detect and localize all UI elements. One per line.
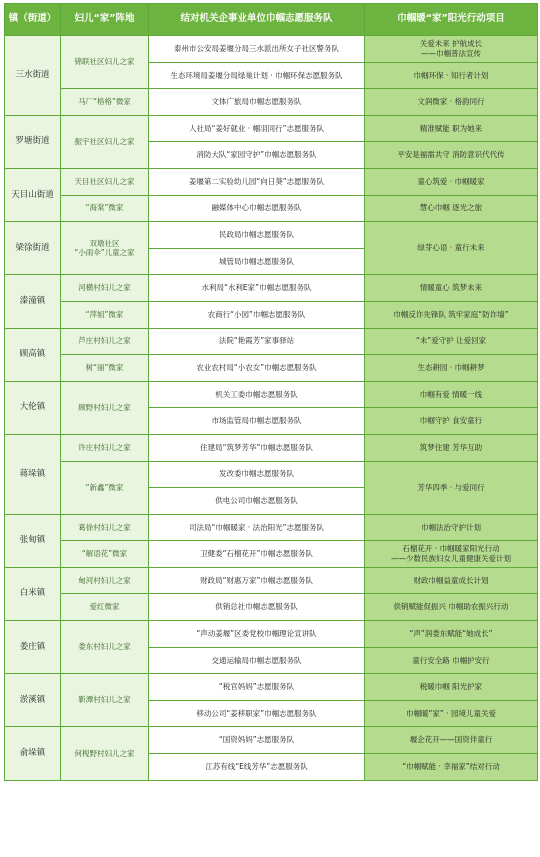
table-row xyxy=(5,541,538,568)
unit-cell: 消防大队“家园守护”巾帼志愿服务队 xyxy=(149,142,365,169)
position-cell: 振宇社区妇儿之家 xyxy=(61,115,149,168)
header-row xyxy=(5,4,538,36)
table-row xyxy=(5,594,538,621)
unit-cell: 泰州市公安局姜堰分局三水派出所女子社区警务队 xyxy=(149,36,365,63)
unit-cell: “国资妈妈”志愿服务队 xyxy=(149,727,365,754)
town-cell: 大伦镇 xyxy=(5,381,61,434)
header-town: 镇（街道） xyxy=(5,4,61,36)
position-cell: 芦庄村妇儿之家 xyxy=(61,328,149,355)
position-cell: 娄东村妇儿之家 xyxy=(61,621,149,674)
position-cell: “解语花”微家 xyxy=(61,541,149,568)
action-cell: 堰企花开——国资伴童行 xyxy=(365,727,538,754)
unit-cell: 民政局巾帼志愿服务队 xyxy=(149,222,365,249)
position-text: 双墩社区 “小雨伞”儿童之家 xyxy=(74,238,135,258)
unit-cell: 市场监管局巾帼志愿服务队 xyxy=(149,408,365,435)
unit-cell: 农商行“小园”巾帼志愿服务队 xyxy=(149,301,365,328)
action-cell: 平安是福需共守 消防意识代代传 xyxy=(365,142,538,169)
header-position: 妇儿“家”阵地 xyxy=(61,4,149,36)
table-row xyxy=(5,461,538,488)
unit-cell: 生态环境局姜堰分局绿巢计划 · 巾帼环保志愿服务队 xyxy=(149,62,365,89)
unit-cell: 法院“艳霞芳”家事驿站 xyxy=(149,328,365,355)
table-row xyxy=(5,115,538,142)
table-row xyxy=(5,89,538,116)
unit-cell: 交通运输局巾帼志愿服务队 xyxy=(149,647,365,674)
position-cell: 甸河村妇儿之家 xyxy=(61,567,149,594)
position-cell: 河横村妇儿之家 xyxy=(61,275,149,302)
action-cell: 慧心巾帼 逐光之旅 xyxy=(365,195,538,222)
table-row xyxy=(5,674,538,701)
unit-cell: 机关工委巾帼志愿服务队 xyxy=(149,381,365,408)
action-cell: 生态耕园 · 巾帼耕梦 xyxy=(365,355,538,382)
partnership-table xyxy=(4,3,538,781)
table-row xyxy=(5,168,538,195)
position-cell: 许庄村妇儿之家 xyxy=(61,434,149,461)
table-row xyxy=(5,222,538,249)
action-cell: 文润微家 · 格韵同行 xyxy=(365,89,538,116)
town-cell: 梁徐街道 xyxy=(5,222,61,275)
position-cell: 爱红微家 xyxy=(61,594,149,621)
unit-cell: 江苏有线“E线芳华”志愿服务队 xyxy=(149,754,365,781)
unit-cell: 住建局“筑梦芳华”巾帼志愿服务队 xyxy=(149,434,365,461)
action-cell: 供销赋能促振兴 巾帼助农振兴行动 xyxy=(365,594,538,621)
town-cell: 俞垛镇 xyxy=(5,727,61,780)
position-cell: 天目社区妇儿之家 xyxy=(61,168,149,195)
table-row xyxy=(5,275,538,302)
unit-cell: 城管局巾帼志愿服务队 xyxy=(149,248,365,275)
unit-cell: 财政局“财惠万家”巾帼志愿服务队 xyxy=(149,567,365,594)
table-row xyxy=(5,621,538,648)
town-cell: 蒋垛镇 xyxy=(5,434,61,514)
unit-cell: 供销总社巾帼志愿服务队 xyxy=(149,594,365,621)
unit-cell: 卫健委“石榴花开”巾帼志愿服务队 xyxy=(149,541,365,568)
position-cell: 靳潭村妇儿之家 xyxy=(61,674,149,727)
table-row xyxy=(5,355,538,382)
unit-cell: 水利局“水利E家”巾帼志愿服务队 xyxy=(149,275,365,302)
action-cell: 童心筑爱 · 巾帼暖家 xyxy=(365,168,538,195)
action-cell: 巾帼有爱 情暖一线 xyxy=(365,381,538,408)
unit-cell: 农业农村局“小农女”巾帼志愿服务队 xyxy=(149,355,365,382)
table-row xyxy=(5,514,538,541)
table-row xyxy=(5,567,538,594)
table-row xyxy=(5,301,538,328)
position-cell: “新鑫”微家 xyxy=(61,461,149,514)
position-cell: 顾野村妇儿之家 xyxy=(61,381,149,434)
town-cell: 三水街道 xyxy=(5,36,61,116)
unit-cell: 融媒体中心巾帼志愿服务队 xyxy=(149,195,365,222)
action-text: 关爱未来 护航成长 ——巾帼普法宣传 xyxy=(419,39,483,58)
header-action: 巾帼暖“家”阳光行动项目 xyxy=(365,4,538,36)
action-cell: 童行安全路 巾帼护安行 xyxy=(365,647,538,674)
action-cell: 绿芽心语 · 童行未来 xyxy=(365,222,538,275)
town-cell: 淤溪镇 xyxy=(5,674,61,727)
action-cell: 巾帼反诈先锋队 筑牢家庭“防诈墙” xyxy=(365,301,538,328)
table-row xyxy=(5,727,538,754)
action-cell: “声”润娄东赋能“她成长” xyxy=(365,621,538,648)
action-cell: “未”爱守护 让爱回家 xyxy=(365,328,538,355)
action-cell: 筑梦住建 芳华互助 xyxy=(365,434,538,461)
unit-cell: 供电公司巾帼志愿服务队 xyxy=(149,488,365,515)
action-cell: 税暖巾帼 阳光护家 xyxy=(365,674,538,701)
unit-cell: “税官妈妈”志愿服务队 xyxy=(149,674,365,701)
action-cell: 财政巾帼益童成长计划 xyxy=(365,567,538,594)
action-cell: 情暖童心 筑梦未来 xyxy=(365,275,538,302)
position-cell: “海棠”微家 xyxy=(61,195,149,222)
unit-cell: 移动公司“姜移职家”巾帼志愿服务队 xyxy=(149,700,365,727)
town-cell: 张甸镇 xyxy=(5,514,61,567)
table-row xyxy=(5,434,538,461)
table-row xyxy=(5,195,538,222)
action-cell: 巾帼环保 · 知行者计划 xyxy=(365,62,538,89)
table-row xyxy=(5,36,538,63)
position-cell: 树“丽”微家 xyxy=(61,355,149,382)
table-row xyxy=(5,328,538,355)
unit-cell: “声动姜堰”区委党校巾帼理论宣讲队 xyxy=(149,621,365,648)
position-cell: 锦联社区妇儿之家 xyxy=(61,36,149,89)
action-cell: 巾帼暖“家” · 园境儿童关爱 xyxy=(365,700,538,727)
table-row xyxy=(5,381,538,408)
position-cell: 何枧野村妇儿之家 xyxy=(61,727,149,780)
action-cell: 巾帼守护 食安童行 xyxy=(365,408,538,435)
unit-cell: 姜堰第二实验幼儿园“向日葵”志愿服务队 xyxy=(149,168,365,195)
action-cell: 芳华四季 · 与爱同行 xyxy=(365,461,538,514)
position-cell: 马厂“格格”微家 xyxy=(61,89,149,116)
position-cell: 葛徐村妇儿之家 xyxy=(61,514,149,541)
unit-cell: 人社局“姜好就业 · 帼羽同行”志愿服务队 xyxy=(149,115,365,142)
header-unit: 结对机关企事业单位巾帼志愿服务队 xyxy=(149,4,365,36)
action-text: 石榴花开 · 巾帼暖家阳光行动 ——少数民族妇女儿童健康关爱计划 xyxy=(391,544,511,564)
town-cell: 溱潼镇 xyxy=(5,275,61,328)
action-cell xyxy=(365,541,538,568)
action-cell xyxy=(365,36,538,63)
unit-cell: 发改委巾帼志愿服务队 xyxy=(149,461,365,488)
position-cell: “萍姐”微家 xyxy=(61,301,149,328)
town-cell: 罗塘街道 xyxy=(5,115,61,168)
town-cell: 顾高镇 xyxy=(5,328,61,381)
unit-cell: 文体广旅局巾帼志愿服务队 xyxy=(149,89,365,116)
position-cell xyxy=(61,222,149,275)
action-cell: 精准赋能 职为她来 xyxy=(365,115,538,142)
action-cell: “巾帼赋能 · 幸福家”结对行动 xyxy=(365,754,538,781)
action-cell: 巾帼法治守护计划 xyxy=(365,514,538,541)
town-cell: 天目山街道 xyxy=(5,168,61,221)
unit-cell: 司法局“巾帼暖家 · 法治阳光”志愿服务队 xyxy=(149,514,365,541)
town-cell: 娄庄镇 xyxy=(5,621,61,674)
town-cell: 白米镇 xyxy=(5,567,61,620)
